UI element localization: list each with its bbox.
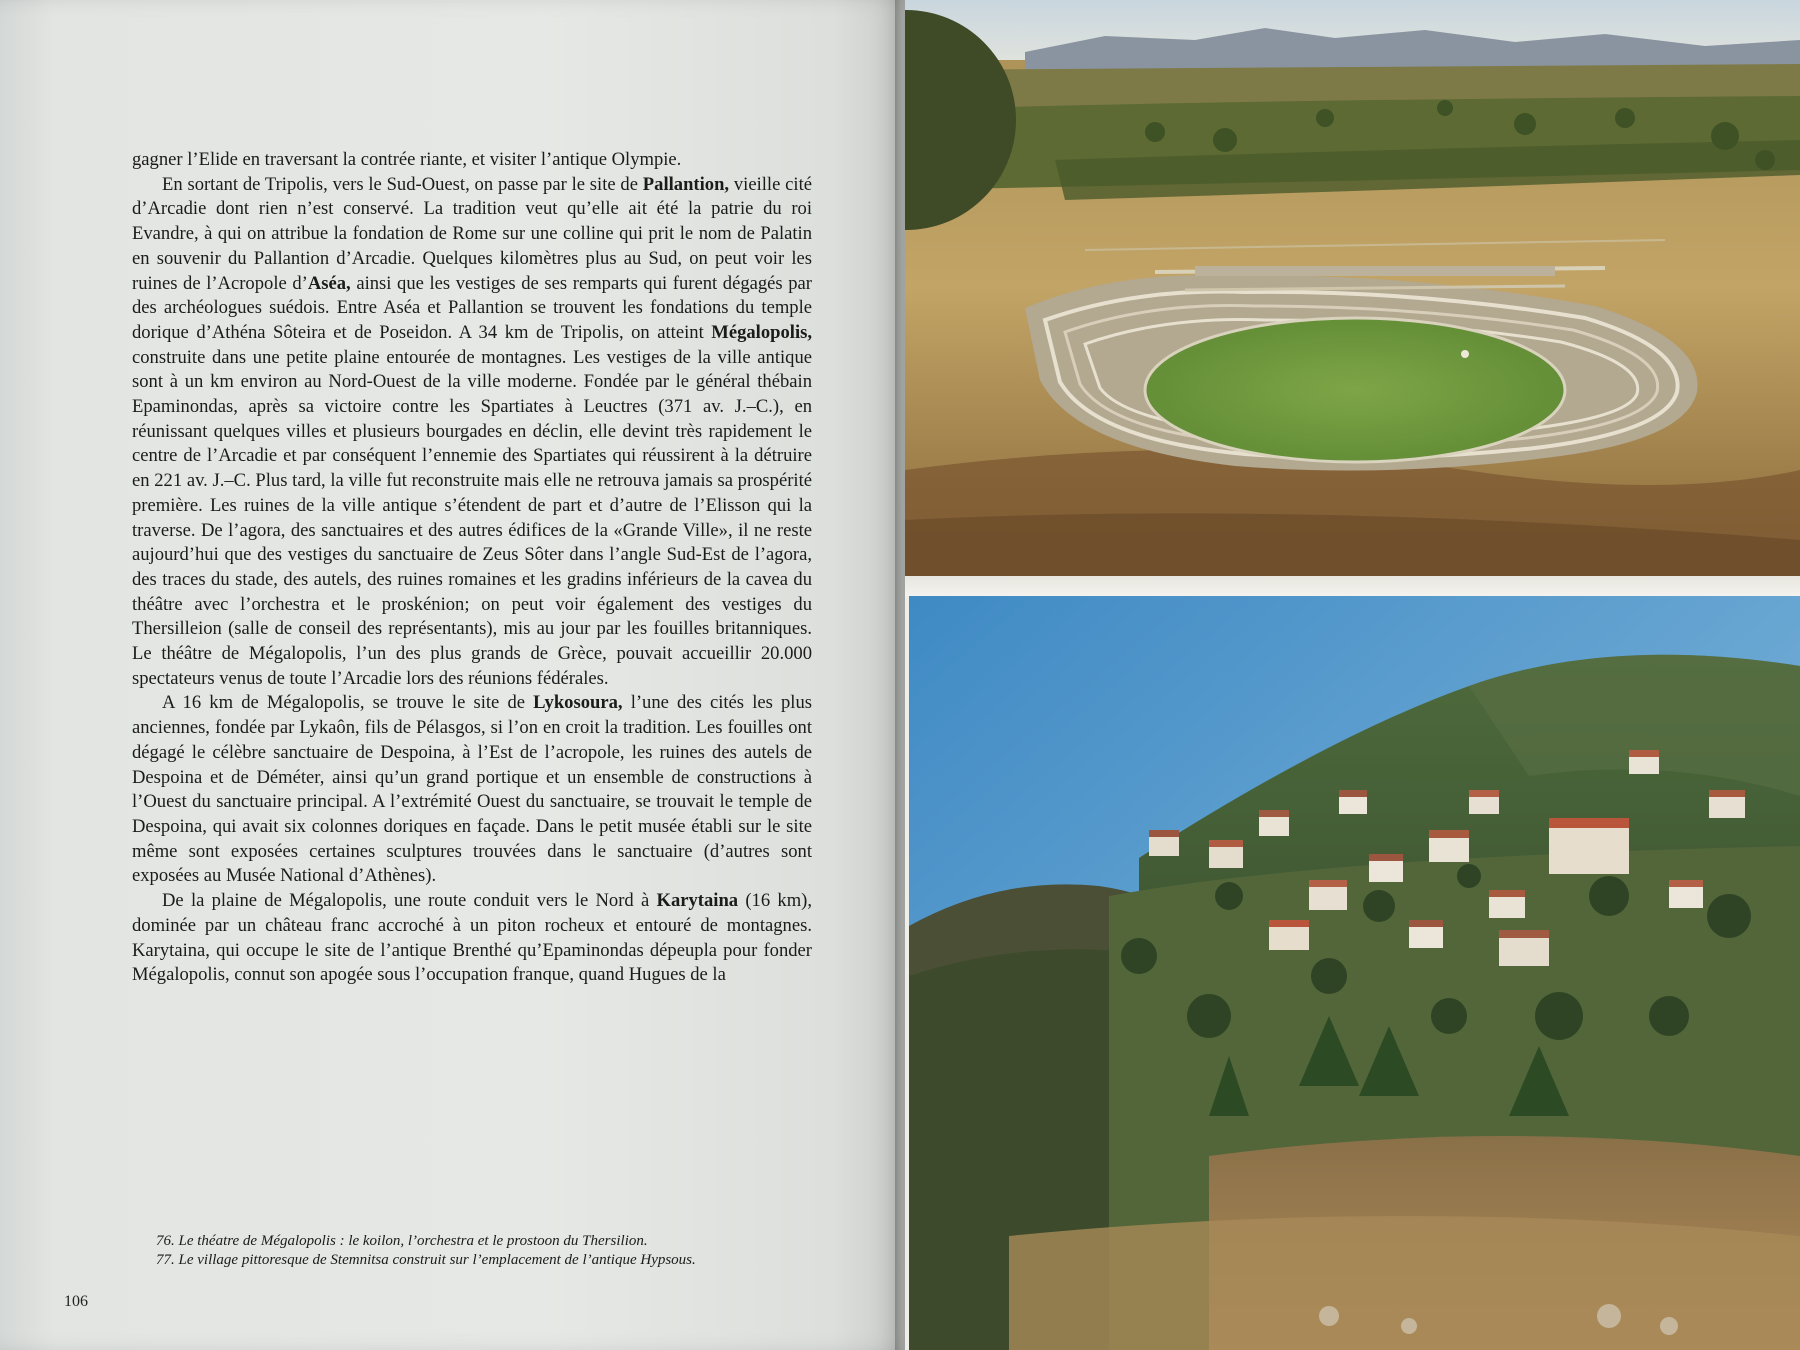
text-run: A 16 km de Mégalopolis, se trouve le site de — [162, 692, 534, 714]
photo-captions — [156, 1232, 826, 1270]
place-name: Lykosoura, — [533, 692, 623, 714]
place-name: Mégalopolis, — [711, 321, 812, 343]
body-paragraph — [132, 889, 812, 988]
body-paragraph — [132, 148, 812, 173]
place-name: Karytaina — [656, 890, 739, 912]
text-run: (16 km), dominée par un château franc accroché à un piton rocheux et entouré de montagnes. Karytaina, qui occupe le site de l’antique Brenthé qu’Epaminondas dépeupla pour fonder Mégalopolis, connut son apogée sous l’occupation franque, quand Hugues de la — [132, 890, 812, 986]
photo-divider — [905, 576, 1800, 596]
caption-77: 77. Le village pittoresque de Stemnitsa construit sur l’emplacement de l’antique Hypsous. — [156, 1252, 696, 1268]
page-number: 106 — [64, 1293, 88, 1310]
text-run: En sortant de Tripolis, vers le Sud-Ouest, on passe par le site de — [162, 173, 643, 195]
caption-76: 76. Le théatre de Mégalopolis : le koilon, l’orchestra et le prostoon du Thersilion. — [156, 1233, 648, 1249]
body-paragraph — [132, 691, 812, 889]
text-run: gagner l’Elide en traversant la contrée riante, et visiter l’antique Olympie. — [132, 149, 682, 170]
body-paragraph — [132, 173, 812, 692]
place-name: Aséa, — [307, 272, 351, 294]
text-run: ainsi que les vestiges de ses remparts qui furent dégagés par des archéologues suédois. Entre Aséa et Pallantion se trouvent les fondations du temple dorique d’Athéna Sôteira et de Poseidon. A 34 km de Tripolis, on atteint — [132, 272, 813, 343]
photo-theatre-megalopolis — [905, 0, 1800, 576]
text-run: De la plaine de Mégalopolis, une route conduit vers le Nord à — [162, 890, 657, 912]
place-name: Pallantion, — [642, 173, 730, 195]
text-run: l’une des cités les plus anciennes, fondée par Lykaôn, fils de Pélasgos, si l’on en croit la tradition. Les fouilles ont dégagé le célèbre sanctuaire de Despoina, à l’Est de l’acropole, les ruines des autels de Despoina et de Déméter, ainsi qu’un grand portique et un ensemble de constructions à l’Ouest du sanctuaire principal. A l’extrémité Ouest du sanctuaire, se trouvait le temple de Despoina, qui avait six colonnes doriques en façade. Dans le petit musée établi sur le site même sont exposées certaines sculptures trouvées dans le sanctuaire (d’autres sont exposées au Musée National d’Athènes). — [132, 692, 812, 887]
body-text — [132, 148, 812, 988]
text-run: vieille cité d’Arcadie dont rien n’est conservé. La tradition veut qu’elle ait été la patrie du roi Evandre, à qui on attribue la fondation de Rome sur une colline qui prit le nom de Palatin en souvenir du Pallantion d’Arcadie. Quelques kilomètres plus au Sud, on peut voir les ruines de l’Acropole d’ — [132, 173, 812, 294]
photo-village-stemnitsa — [909, 596, 1800, 1350]
text-run: construite dans une petite plaine entourée de montagnes. Les vestiges de la ville antique sont à un km environ au Nord-Ouest de la ville moderne. Fondée par le général thébain Epaminondas, après sa victoire contre les Spartiates à Leuctres (371 av. J.–C.), en réunissant quelques villes et plusieurs bourgades en déclin, elle devint très rapidement le centre de l’Arcadie et par conséquent l’ennemie des Spartiates qui réussirent à la détruire en 221 av. J.–C. Plus tard, la ville fut reconstruite mais elle ne retrouva jamais sa prospérité première. Les ruines de la ville antique s’étendent de part et d’autre de l’Elisson qui la traverse. De l’agora, des sanctuaires et des autres édifices de la «Grande Ville», il ne reste aujourd’hui que des vestiges du sanctuaire de Zeus Sôter dans l’angle Sud-Est de l’agora, des traces du stade, des autels, des ruines romaines et les gradins inférieurs de la cavea du théâtre avec l’orchestra et le proskénion; on peut voir également des vestiges du Thersilleion (salle de conseil des représentants), mis au jour par les fouilles britanniques. Le théâtre de Mégalopolis, l’un des plus grands de Grèce, pouvait accueillir 20.000 spectateurs venus de toute l’Arcadie lors des réunions fédérales. — [132, 346, 812, 689]
